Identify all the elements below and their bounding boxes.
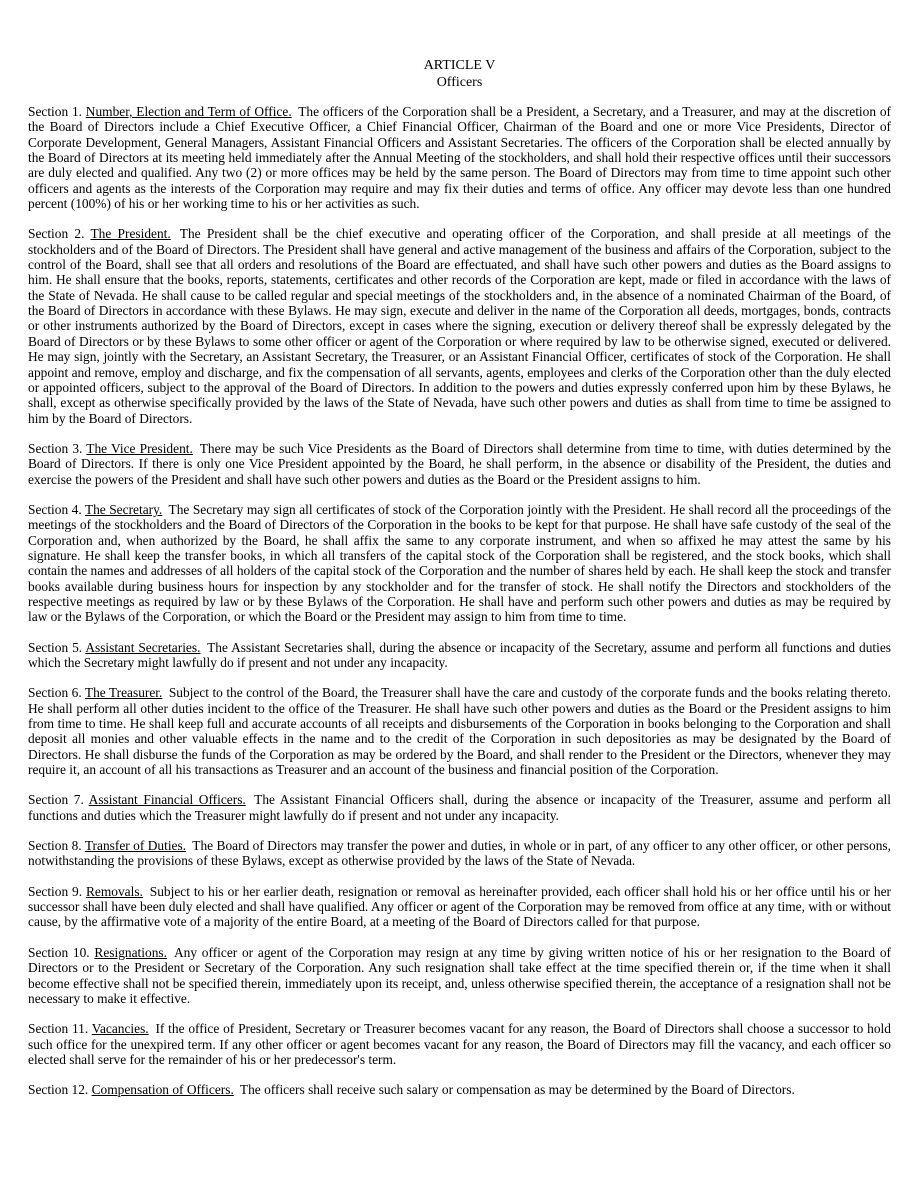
section-11-label: Section 11.	[28, 1021, 92, 1037]
section-11-heading: Vacancies.	[91, 1021, 149, 1037]
section-5-body: The Assistant Secretaries shall, during the absence or incapacity of the Secretary, assume and perform all functions and duties which the Secretary might lawfully do if present and not under any incapacity.	[28, 639, 891, 670]
section-2-paragraph	[28, 226, 891, 425]
section-9-heading: Removals.	[85, 883, 143, 899]
section-3-paragraph	[28, 441, 891, 487]
section-12-label: Section 12.	[28, 1082, 92, 1098]
section-7-body: The Assistant Financial Officers shall, during the absence or incapacity of the Treasurer, assume and perform all functions and duties which the Treasurer might lawfully do if present and not under any incapacity.	[28, 792, 892, 823]
article-subtitle: Officers	[436, 75, 483, 90]
section-2-label: Section 2.	[28, 226, 91, 242]
section-2-heading: The President.	[90, 226, 171, 242]
section-1-label: Section 1.	[28, 104, 86, 119]
section-6-label: Section 6.	[28, 685, 85, 701]
section-6-heading: The Treasurer.	[84, 685, 163, 701]
section-10-heading: Resignations.	[94, 944, 167, 960]
section-5-paragraph	[28, 640, 891, 671]
section-7-heading: Assistant Financial Officers.	[88, 792, 246, 808]
section-12-body: The officers shall receive such salary or compensation as may be determined by the Board of Directors.	[236, 1082, 795, 1098]
section-12-paragraph	[28, 1082, 891, 1097]
section-4-heading: The Secretary.	[84, 501, 163, 517]
section-4-paragraph	[28, 502, 891, 625]
section-11-paragraph	[28, 1021, 891, 1067]
section-1-body: The officers of the Corporation shall be a President, a Secretary, and a Treasurer, and may at the discretion of the Board of Directors include a Chief Executive Officer, a Chief Financial Officer, Chairman of the Board and one or more Vice Presidents, Director of Corporate Development, General Managers, Assistant Financial Officers and Assistant Secretaries. The officers of the Corporation shall be elected annually by the Board of Directors at its meeting held immediately after the Annual Meeting of the stockholders, and shall hold their respective offices until their successors are duly elected and qualified. Any two (2) or more offices may be held by the same person. The Board of Directors may from time to time appoint such other officers and agents as the interests of the Corporation may require and may fix their duties and terms of office. Any officer may devote less than one hundred percent (100%) of his or her working time to his or her activities as such.	[28, 104, 891, 212]
section-1-paragraph	[28, 104, 891, 211]
section-2-body: The President shall be the chief executive and operating officer of the Corporation, and shall preside at all meetings of the stockholders and of the Board of Directors. The President shall have general and active management of the business and affairs of the Corporation, subject to the control of the Board, shall see that all orders and resolutions of the Board are effectuated, and shall have such other powers and duties as the Board assigns to him. He shall ensure that the books, reports, statements, certificates and other records of the Corporation are kept, made or filed in accordance with the laws of the State of Nevada. He shall cause to be called regular and special meetings of the stockholders and, in the absence of a nominated Chairman of the Board, of the Board of Directors in accordance with these Bylaws. He may sign, execute and deliver in the name of the Corporation all deeds, mortgages, bonds, contracts or other instruments authorized by the Board of Directors, except in cases where the signing, execution or delivery thereof shall be expressly delegated by the Board of Directors or by these Bylaws to some other officer or agent of the Corporation or where required by law to be otherwise signed, executed or delivered. He may sign, jointly with the Secretary, an Assistant Secretary, the Treasurer, or an Assistant Financial Officer, certificates of stock of the Corporation. He shall appoint and remove, employ and discharge, and fix the compensation of all servants, agents, employees and clerks of the Corporation other than the duly elected or appointed officers, subject to the approval of the Board of Directors. In addition to the powers and duties expressly conferred upon him by these Bylaws, he shall, except as otherwise specifically provided by the laws of the State of Nevada, have such other powers and duties as shall from time to time be assigned to him by the Board of Directors.	[28, 226, 891, 426]
section-8-paragraph	[28, 838, 891, 869]
section-5-heading: Assistant Secretaries.	[85, 639, 201, 655]
section-9-body: Subject to his or her earlier death, resignation or removal as hereinafter provided, each officer shall hold his or her office until his or her successor shall have been duly elected and shall have qualified. Any officer or agent of the Corporation may be removed from office at any time, with or without cause, by the affirmative vote of a majority of the entire Board, at a meeting of the Board of Directors called for that purpose.	[28, 883, 891, 930]
section-11-body: If the office of President, Secretary or Treasurer becomes vacant for any reason, the Board of Directors shall choose a successor to hold such office for the unexpired term. If any other officer or agent becomes vacant for any reason, the Board of Directors may fill the vacancy, and each officer so elected shall serve for the remainder of his or her predecessor's term.	[28, 1021, 891, 1067]
section-10-body: Any officer or agent of the Corporation may resign at any time by giving written notice of his or her resignation to the Board of Directors or to the President or Secretary of the Corporation. Any such resignation shall take effect at the time specified therein or, if the time when it shall become effective shall not be specified therein, immediately upon its receipt, and, unless otherwise specified therein, the acceptance of a resignation shall not be necessary to make it effective.	[28, 944, 891, 1006]
section-4-body: The Secretary may sign all certificates of stock of the Corporation jointly with the President. He shall record all the proceedings of the meetings of the stockholders and the Board of Directors of the Corporation in the books to be kept for that purpose. He shall have safe custody of the seal of the Corporation and, when authorized by the Board, he shall affix the same to any corporate instrument, and when so affixed he may attest the same by his signature. He shall keep the transfer books, in which all transfers of the capital stock of the Corporation shall be registered, and the stock books, which shall contain the names and addresses of all holders of the capital stock of the Corporation and the number of shares held by each. He shall keep the stock and transfer books available during business hours for inspection by any stockholder and for the transfer of stock. He shall notify the Directors and stockholders of the respective meetings as required by law or by these Bylaws of the Corporation. He shall have and perform such other powers and duties as may be required by law or the Bylaws of the Corporation, or which the Board or the President may assign to him from time to time.	[28, 501, 891, 625]
section-6-body: Subject to the control of the Board, the Treasurer shall have the care and custody of the corporate funds and the books relating thereto. He shall perform all other duties incident to the office of the Treasurer. He shall have such other powers and duties as the Board or the President assigns to him from time to time. He shall keep full and accurate accounts of all receipts and disbursements of the Corporation in books belonging to the Corporation and shall deposit all monies and other valuable effects in the name and to the credit of the Corporation in such depositories as may be designated by the Board of Directors. He shall disburse the funds of the Corporation as may be ordered by the Board, and shall render to the President or the Directors, whenever they may require it, an account of all his transactions as Treasurer and an account of the business and financial position of the Corporation.	[28, 685, 891, 778]
section-9-label: Section 9.	[28, 883, 86, 899]
section-3-heading: The Vice President.	[86, 440, 193, 456]
section-12-heading: Compensation of Officers.	[91, 1082, 234, 1098]
section-8-label: Section 8.	[28, 838, 85, 854]
section-1-heading: Number, Election and Term of Office.	[85, 104, 292, 119]
section-10-label: Section 10.	[28, 944, 95, 960]
section-3-body: There may be such Vice Presidents as the Board of Directors shall determine from time to time, with duties determined by the Board of Directors. If there is only one Vice President appointed by the Board, he shall perform, in the absence or disability of the President, the duties and exercise the powers of the President and shall have such other powers and duties as the Board or the President assigns to him.	[28, 440, 891, 487]
section-6-paragraph	[28, 685, 891, 777]
section-7-paragraph	[28, 792, 891, 823]
section-5-label: Section 5.	[28, 639, 86, 655]
section-10-paragraph	[28, 945, 891, 1006]
section-9-paragraph	[28, 884, 891, 930]
section-8-heading: Transfer of Duties.	[84, 838, 187, 854]
section-4-label: Section 4.	[28, 501, 85, 517]
section-7-label: Section 7.	[28, 792, 89, 808]
article-title: ARTICLE V	[423, 58, 496, 73]
section-8-body: The Board of Directors may transfer the power and duties, in whole or in part, of any officer to any other officer, or other persons, notwithstanding the provisions of these Bylaws, except as otherwise provided by the laws of the State of Nevada.	[28, 838, 891, 869]
section-3-label: Section 3.	[28, 440, 87, 456]
